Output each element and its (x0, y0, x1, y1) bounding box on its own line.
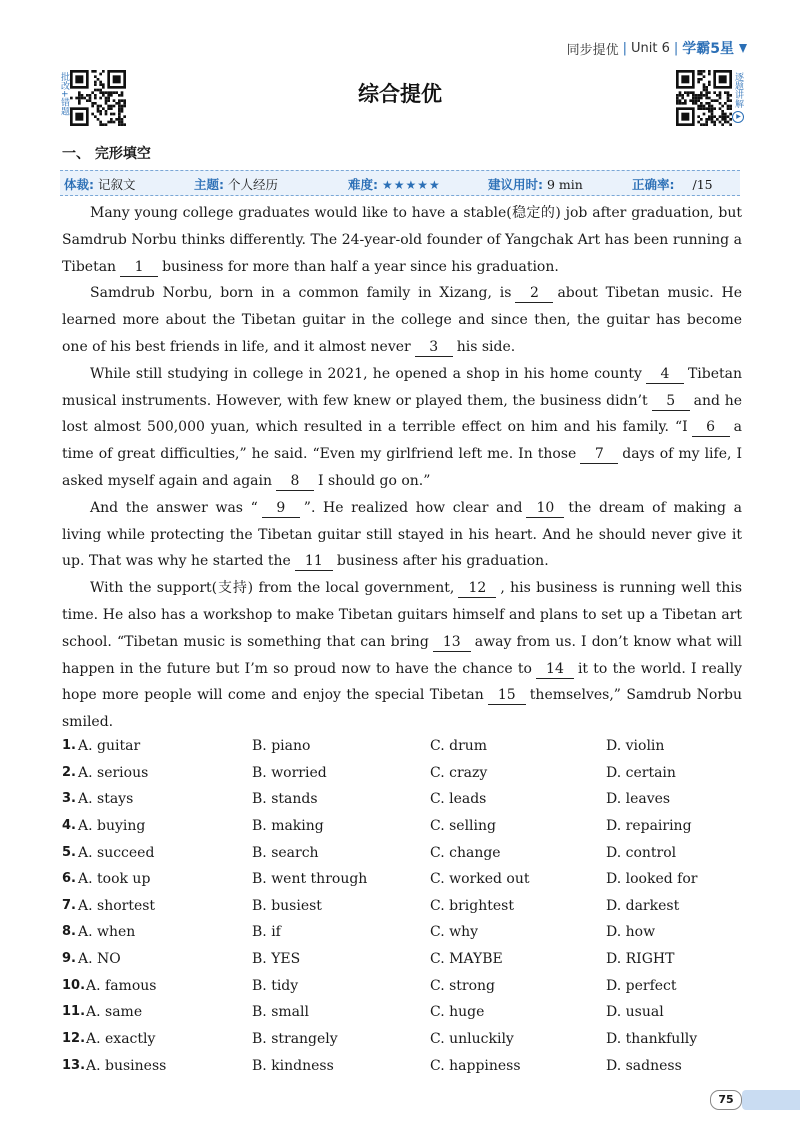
difficulty-field (348, 175, 441, 193)
question-number: 3. (62, 791, 76, 807)
qr-module (708, 73, 711, 76)
qr-module (118, 121, 121, 124)
passage-paragraph (62, 280, 742, 360)
qr-module (697, 70, 700, 73)
question-number: 4. (62, 817, 76, 833)
topic-field (194, 175, 278, 193)
passage-text: and he lost almost 500,000 yuan, which resulted in a terrible effect on him and his family. “I (62, 392, 743, 436)
option-a[interactable]: A. buying (78, 817, 146, 834)
qr-module (118, 110, 121, 113)
passage-text: While still studying in college in 2021, he opened a shop in his home county (90, 365, 642, 382)
qr-module (123, 115, 126, 118)
brand-mark-icon (738, 42, 748, 54)
question-row (62, 1056, 742, 1083)
option-b[interactable]: B. small (252, 1004, 309, 1021)
answer-blank-6[interactable]: 6 (692, 418, 730, 437)
qr-module (721, 110, 724, 113)
answer-blank-2[interactable]: 2 (515, 284, 553, 303)
qr-module (705, 118, 708, 121)
time-value: 9 min (546, 177, 583, 192)
passage-text: Tibetan musical instruments. However, with few knew or played them, the business didn’t (62, 365, 742, 409)
qr-finder (681, 113, 689, 121)
time-label: 建议用时: (488, 177, 543, 192)
question-row (62, 922, 742, 949)
passage-text: , his business is running well this time. He also has a workshop to make Tibetan guitars himself and plans to set up a Tibetan art school. “Tibetan music is something that can bring (62, 580, 743, 650)
passage-text: a time of great difficulties,” he said. “Even my girlfriend left me. In those (62, 419, 742, 463)
qr-module (105, 113, 108, 116)
running-header (567, 38, 748, 58)
qr-module (91, 70, 94, 73)
series-name: 同步提优 (566, 42, 619, 58)
qr-module (703, 70, 706, 73)
qr-module (118, 118, 121, 121)
qr-module (118, 113, 121, 116)
option-c[interactable]: C. change (430, 844, 501, 861)
qr-left-caption: 批改+错题 (59, 72, 69, 116)
qr-module (716, 118, 719, 121)
qr-module (711, 121, 714, 124)
passage-text: it to the world. I really hope more people will come and enjoy the special Tibetan (62, 660, 742, 704)
answer-options-list (62, 736, 742, 1082)
difficulty-stars-icon: ★★★★★ (381, 178, 441, 192)
answer-blank-14[interactable]: 14 (536, 660, 574, 679)
qr-module (719, 115, 722, 118)
option-b[interactable]: B. busiest (252, 897, 322, 914)
qr-module (700, 118, 703, 121)
option-b[interactable]: B. if (252, 924, 281, 941)
qr-module (705, 121, 708, 124)
option-d[interactable]: D. violin (606, 738, 665, 754)
option-d[interactable]: D. perfect (606, 977, 677, 994)
answer-blank-4[interactable]: 4 (646, 365, 684, 384)
passage-text: his side. (456, 338, 516, 355)
option-b[interactable]: B. making (252, 817, 324, 834)
option-a[interactable]: A. business (86, 1057, 167, 1074)
answer-blank-13[interactable]: 13 (433, 633, 471, 652)
qr-module (99, 110, 102, 113)
option-d[interactable]: D. repairing (606, 817, 692, 834)
passage-paragraph (62, 495, 742, 575)
qr-module (708, 110, 711, 113)
qr-module (107, 121, 110, 124)
option-b[interactable]: B. search (252, 844, 319, 861)
option-a[interactable]: A. took up (78, 871, 151, 888)
option-d[interactable]: D. thankfully (606, 1031, 698, 1048)
answer-blank-9[interactable]: 9 (262, 499, 300, 518)
option-d[interactable]: D. darkest (606, 897, 680, 914)
option-b[interactable]: B. worried (252, 764, 327, 781)
difficulty-label: 难度: (348, 177, 378, 192)
accuracy-field (632, 175, 713, 193)
passage-text: Samdrub Norbu, born in a common family in Xizang, is (90, 285, 512, 302)
option-c[interactable]: C. why (430, 924, 479, 941)
question-number: 2. (62, 764, 76, 780)
qr-module (703, 113, 706, 116)
qr-module (700, 73, 703, 76)
qr-module (99, 121, 102, 124)
qr-module (713, 121, 716, 124)
qr-module (118, 123, 121, 126)
option-a[interactable]: A. serious (78, 764, 149, 781)
question-number: 12. (62, 1031, 86, 1047)
answer-blank-10[interactable]: 10 (526, 499, 564, 518)
qr-module (99, 113, 102, 116)
qr-module (697, 121, 700, 124)
passage-text: themselves,” Samdrub Norbu smiled. (62, 687, 742, 731)
qr-module (724, 115, 727, 118)
qr-module (721, 113, 724, 116)
option-a[interactable]: A. shortest (78, 897, 156, 914)
option-c[interactable]: C. brightest (430, 897, 514, 914)
qr-module (91, 113, 94, 116)
qr-module (705, 123, 708, 126)
qr-module (697, 73, 700, 76)
topic-value: 个人经历 (227, 177, 278, 192)
answer-blank-15[interactable]: 15 (488, 686, 526, 705)
question-row (62, 789, 742, 816)
qr-module (727, 121, 730, 124)
page-number: 75 (710, 1090, 742, 1110)
qr-module (123, 123, 126, 126)
question-row (62, 816, 742, 843)
qr-module (703, 123, 706, 126)
option-c[interactable]: C. worked out (430, 871, 530, 888)
option-b[interactable]: B. tidy (252, 977, 299, 994)
qr-module (711, 115, 714, 118)
passage-text: ”. He realized how clear and (303, 499, 523, 516)
page-title: 综合提优 (358, 82, 442, 106)
passage-text: Many young college graduates would like to have a stable(稳定的) job after graduation, but Samdrub Norbu thinks differently. The 24-year-old founder of Yangchak Art has been running a Tibetan (62, 205, 742, 275)
qr-module (99, 73, 102, 76)
question-row (62, 763, 742, 790)
genre-field (64, 175, 136, 193)
qr-module (102, 70, 105, 73)
qr-module (697, 115, 700, 118)
question-number: 1. (62, 738, 76, 753)
qr-module (711, 113, 714, 116)
accuracy-value: /15 (692, 177, 713, 192)
qr-module (711, 110, 714, 113)
qr-module (121, 123, 124, 126)
option-a[interactable]: A. succeed (78, 844, 155, 861)
qr-module (713, 115, 716, 118)
answer-blank-11[interactable]: 11 (295, 552, 333, 571)
header-separator: | (622, 40, 627, 56)
qr-module (724, 118, 727, 121)
question-row (62, 736, 742, 763)
qr-right-caption-text: 逐题讲解 (733, 72, 743, 108)
qr-module (113, 113, 116, 116)
answer-blank-7[interactable]: 7 (580, 445, 618, 464)
accuracy-label: 正确率: (632, 177, 675, 192)
option-d[interactable]: D. control (606, 844, 677, 861)
option-c[interactable]: C. strong (430, 977, 496, 994)
qr-module (713, 123, 716, 126)
qr-module (121, 118, 124, 121)
answer-blank-5[interactable]: 5 (652, 392, 690, 411)
qr-module (708, 115, 711, 118)
option-c[interactable]: C. selling (430, 817, 496, 834)
qr-module (711, 118, 714, 121)
option-a[interactable]: A. guitar (78, 738, 141, 754)
question-number: 10. (62, 977, 86, 993)
option-a[interactable]: A. same (86, 1004, 143, 1021)
option-a[interactable]: A. NO (78, 951, 121, 968)
option-c[interactable]: C. crazy (430, 764, 488, 781)
option-b[interactable]: B. YES (252, 951, 301, 968)
option-c[interactable]: C. happiness (430, 1057, 521, 1074)
qr-module (94, 115, 97, 118)
question-number: 13. (62, 1057, 86, 1073)
option-c[interactable]: C. drum (430, 738, 488, 754)
qr-module (102, 123, 105, 126)
qr-module (110, 121, 113, 124)
passage-text: the dream of making a living while protecting the Tibetan guitar still stayed in his heart. And he should never give it up. That was why he started the (62, 499, 742, 570)
qr-module (708, 118, 711, 121)
qr-module (110, 118, 113, 121)
answer-blank-8[interactable]: 8 (276, 472, 314, 491)
qr-module (105, 123, 108, 126)
question-number: 5. (62, 844, 76, 860)
page-edge-tab (742, 1090, 800, 1110)
passage-text: away from us. I don’t know what will happen in the future but I’m so proud now to have the chance to (62, 633, 742, 677)
qr-module (99, 123, 102, 126)
qr-module (729, 123, 732, 126)
question-number: 6. (62, 871, 76, 887)
option-d[interactable]: D. sadness (606, 1057, 682, 1074)
option-c[interactable]: C. unluckily (430, 1031, 514, 1048)
option-c[interactable]: C. MAYBE (430, 951, 503, 968)
passage-paragraph (62, 575, 742, 736)
passage-text: days of my life, I asked myself again and again (62, 446, 743, 489)
section-heading: 一、 完形填空 (62, 146, 151, 162)
question-row (62, 1029, 742, 1056)
option-b[interactable]: B. went through (252, 871, 368, 888)
qr-module (700, 123, 703, 126)
passage-text: And the answer was “ (90, 499, 258, 516)
option-c[interactable]: C. huge (430, 1004, 485, 1021)
play-icon: ▶ (732, 111, 744, 123)
option-d[interactable]: D. looked for (606, 871, 698, 888)
question-row (62, 843, 742, 870)
answer-blank-3[interactable]: 3 (415, 338, 453, 357)
qr-module (105, 110, 108, 113)
topic-label: 主题: (194, 177, 224, 192)
question-row (62, 949, 742, 976)
option-a[interactable]: A. when (78, 924, 136, 941)
option-d[interactable]: D. leaves (606, 791, 671, 808)
option-b[interactable]: B. piano (252, 738, 311, 754)
option-a[interactable]: A. famous (86, 977, 157, 994)
option-b[interactable]: B. strangely (252, 1031, 338, 1048)
option-d[interactable]: D. how (606, 924, 656, 941)
qr-module (721, 123, 724, 126)
genre-label: 体裁: (64, 177, 94, 192)
passage-text: about Tibetan music. He learned more about the Tibetan guitar in the college and since then, the guitar has become one of his best friends in life, and it almost never (62, 285, 742, 355)
option-c[interactable]: C. leads (430, 791, 487, 808)
question-number: 8. (62, 924, 76, 940)
qr-module (721, 118, 724, 121)
header-separator: | (673, 40, 679, 56)
question-row (62, 896, 742, 923)
cloze-passage (62, 200, 742, 736)
qr-module (97, 110, 100, 113)
qr-module (719, 121, 722, 124)
qr-module (113, 121, 116, 124)
passage-text: With the support(支持) from the local government, (90, 580, 455, 597)
option-b[interactable]: B. kindness (252, 1057, 334, 1074)
passage-paragraph (62, 200, 742, 280)
qr-module (727, 115, 730, 118)
option-d[interactable]: D. certain (606, 764, 676, 781)
option-d[interactable]: D. RIGHT (606, 951, 675, 968)
option-a[interactable]: A. stays (78, 791, 134, 808)
option-b[interactable]: B. stands (252, 791, 318, 808)
passage-text: I should go on.” (318, 472, 431, 489)
answer-blank-12[interactable]: 12 (458, 579, 496, 598)
question-number: 9. (62, 951, 76, 967)
passage-text: business for more than half a year since his graduation. (162, 258, 559, 275)
qr-module (118, 115, 121, 118)
qr-module (724, 113, 727, 116)
qr-module (721, 115, 724, 118)
answer-blank-1[interactable]: 1 (120, 258, 158, 277)
question-number: 11. (62, 1004, 86, 1020)
brand-name: 学霸5星 (682, 41, 734, 57)
qr-module (115, 118, 118, 121)
qr-module (708, 70, 711, 73)
qr-module (110, 113, 113, 116)
qr-finder (75, 113, 83, 121)
qr-module (121, 110, 124, 113)
passage-text: business after his graduation. (336, 553, 549, 570)
question-row (62, 869, 742, 896)
passage-paragraph (62, 361, 742, 495)
qr-module (94, 70, 97, 73)
option-a[interactable]: A. exactly (86, 1031, 156, 1048)
qr-module (121, 121, 124, 124)
genre-value: 记叙文 (97, 177, 136, 192)
time-field (488, 175, 583, 193)
unit-label: Unit 6 (630, 40, 670, 56)
question-row (62, 976, 742, 1003)
qr-module (700, 70, 703, 73)
exercise-info-bar (60, 170, 740, 196)
question-number: 7. (62, 897, 76, 913)
question-row (62, 1002, 742, 1029)
option-d[interactable]: D. usual (606, 1004, 664, 1021)
qr-module (724, 121, 727, 124)
qr-module (97, 118, 100, 121)
